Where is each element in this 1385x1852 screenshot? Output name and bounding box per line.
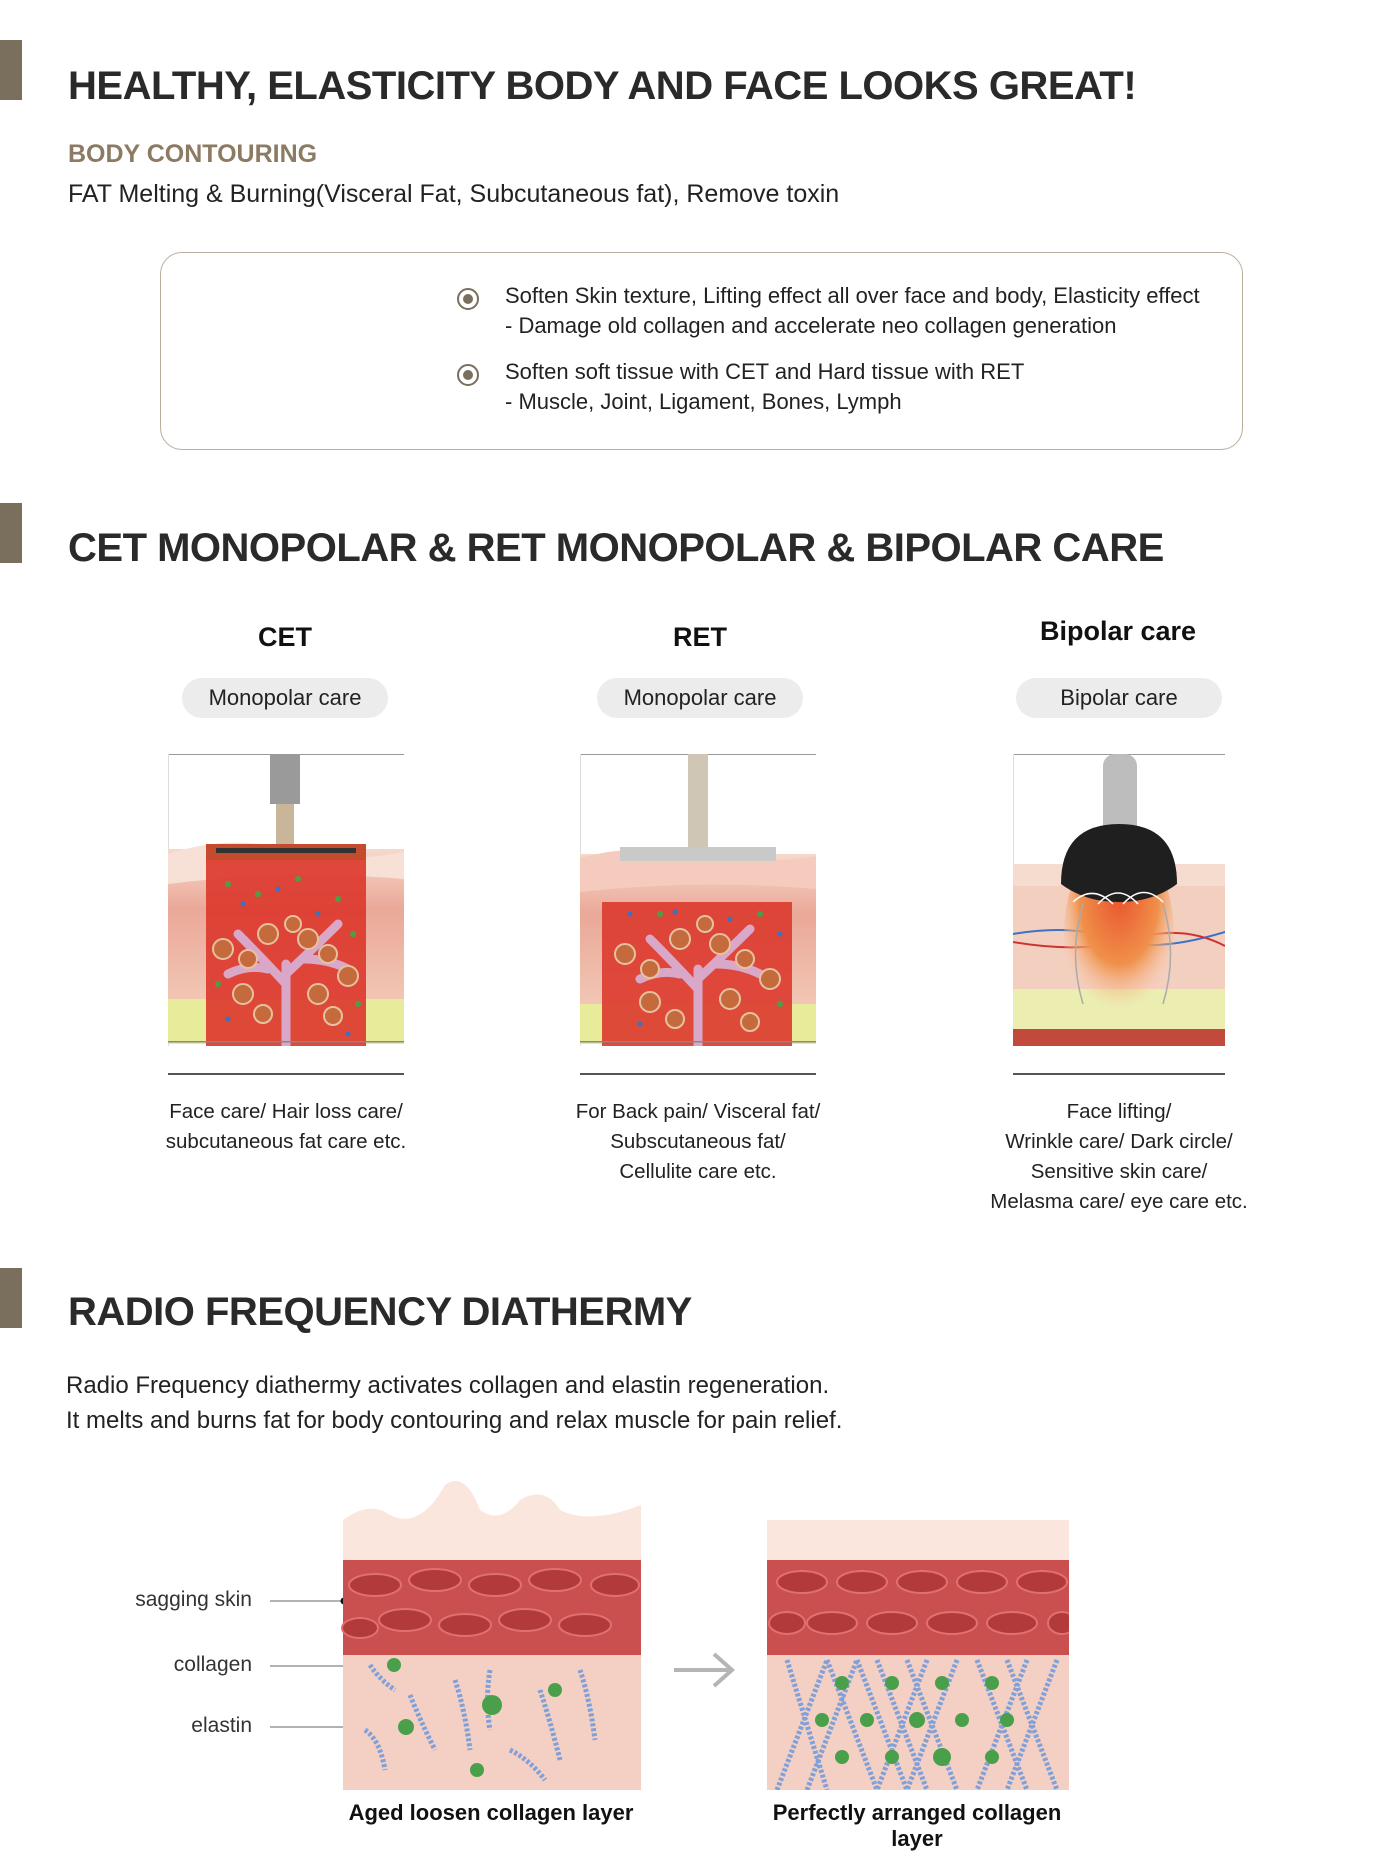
caption-line: subcutaneous fat care etc. xyxy=(165,1130,407,1153)
benefits-box xyxy=(160,252,1243,450)
body-contouring-description: FAT Melting & Burning(Visceral Fat, Subcutaneous fat), Remove toxin xyxy=(68,180,840,208)
caption-line: Sensitive skin care/ xyxy=(1030,1160,1208,1183)
rf-paragraph-line: It melts and burns fat for body contouring and relax muscle for pain relief. xyxy=(66,1407,843,1434)
benefit-detail: - Damage old collagen and accelerate neo collagen generation xyxy=(505,313,1117,338)
caption-line: For Back pain/ Visceral fat/ xyxy=(575,1100,821,1123)
arrow-right-icon xyxy=(670,1650,740,1690)
section-marker xyxy=(0,40,22,100)
label-collagen: collagen xyxy=(173,1653,252,1676)
cet-title: CET xyxy=(258,622,312,652)
ret-caption xyxy=(533,1097,863,1187)
radio-bullet-icon xyxy=(457,364,479,386)
bipolar-title: Bipolar care xyxy=(1039,616,1197,646)
cet-caption xyxy=(121,1097,451,1157)
aged-collagen-illustration xyxy=(260,1480,642,1790)
aged-collagen-caption: Aged loosen collagen layer xyxy=(348,1800,634,1825)
section-title-care: CET MONOPOLAR & RET MONOPOLAR & BIPOLAR CARE xyxy=(68,526,1164,570)
caption-line: Face lifting/ xyxy=(1066,1100,1172,1123)
caption-line: Face care/ Hair loss care/ xyxy=(169,1100,403,1123)
benefit-detail: - Muscle, Joint, Ligament, Bones, Lymph xyxy=(505,389,902,414)
label-elastin: elastin xyxy=(191,1714,252,1737)
cet-pill: Monopolar care xyxy=(182,678,388,718)
section-title-healthy: HEALTHY, ELASTICITY BODY AND FACE LOOKS GREAT! xyxy=(68,64,1137,108)
label-sagging-skin: sagging skin xyxy=(135,1588,252,1611)
bipolar-caption xyxy=(954,1097,1284,1217)
caption-line: Subscutaneous fat/ xyxy=(610,1130,786,1153)
caption-line: Cellulite care etc. xyxy=(619,1160,777,1183)
bipolar-pill: Bipolar care xyxy=(1016,678,1222,718)
ret-pill: Monopolar care xyxy=(597,678,803,718)
rf-paragraph-line: Radio Frequency diathermy activates collagen and elastin regeneration. xyxy=(66,1372,830,1399)
body-contouring-subtitle: BODY CONTOURING xyxy=(68,140,318,168)
section-title-rf: RADIO FREQUENCY DIATHERMY xyxy=(68,1290,692,1334)
section-marker xyxy=(0,1268,22,1328)
arranged-collagen-caption: Perfectly arranged collagen layer xyxy=(772,1800,1062,1851)
bipolar-divider xyxy=(1013,1073,1225,1075)
section-marker xyxy=(0,503,22,563)
bipolar-illustration xyxy=(1013,754,1225,1046)
arranged-collagen-illustration xyxy=(767,1520,1069,1790)
ret-divider xyxy=(580,1073,816,1075)
ret-illustration xyxy=(580,754,816,1046)
cet-divider xyxy=(168,1073,404,1075)
caption-line: Melasma care/ eye care etc. xyxy=(990,1190,1248,1213)
benefit-line: Soften soft tissue with CET and Hard tissue with RET xyxy=(505,359,1025,384)
cet-illustration xyxy=(168,754,404,1046)
ret-title: RET xyxy=(673,622,727,652)
benefit-line: Soften Skin texture, Lifting effect all over face and body, Elasticity effect xyxy=(505,283,1200,308)
caption-line: Wrinkle care/ Dark circle/ xyxy=(1005,1130,1233,1153)
radio-bullet-icon xyxy=(457,288,479,310)
